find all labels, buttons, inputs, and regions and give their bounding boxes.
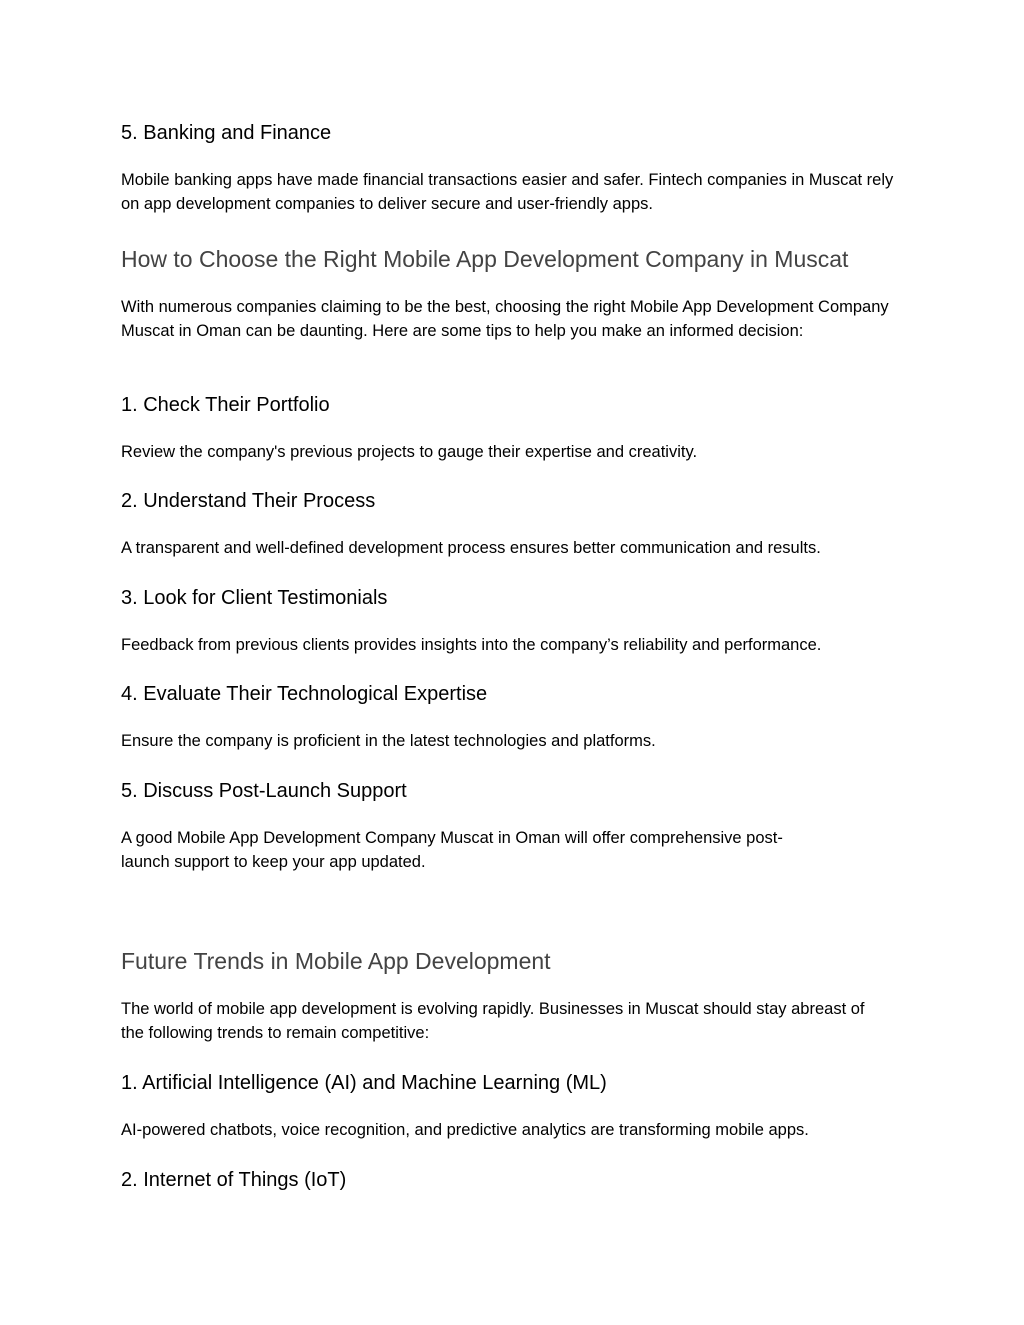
tip-text-expertise: Ensure the company is proficient in the latest technologies and platforms.	[121, 732, 656, 750]
tip-heading-expertise: 4. Evaluate Their Technological Expertise	[121, 683, 488, 705]
trend-heading-ai-ml: 1. Artificial Intelligence (AI) and Machine Learning (ML)	[121, 1072, 607, 1094]
trend-heading-iot: 2. Internet of Things (IoT)	[121, 1169, 347, 1191]
tip-heading-portfolio: 1. Check Their Portfolio	[121, 394, 330, 416]
banking-heading: 5. Banking and Finance	[121, 122, 332, 144]
tip-text-process: A transparent and well-defined development process ensures better communication and results.	[121, 539, 821, 557]
tip-heading-process: 2. Understand Their Process	[121, 490, 376, 512]
choose-intro-paragraph: With numerous companies claiming to be the best, choosing the right Mobile App Development Company Muscat in Oman can be daunting. Here are some tips to help you make an informed decision:	[121, 298, 889, 340]
banking-paragraph: Mobile banking apps have made financial transactions easier and safer. Fintech companies in Muscat rely on app development companies to deliver secure and user-friendly apps.	[121, 171, 894, 213]
choose-section-heading: How to Choose the Right Mobile App Development Company in Muscat	[121, 246, 849, 272]
tip-text-support: A good Mobile App Development Company Muscat in Oman will offer comprehensive post-launch support to keep your app updated.	[121, 829, 783, 871]
tip-heading-support: 5. Discuss Post-Launch Support	[121, 780, 407, 802]
trend-text-ai-ml: AI-powered chatbots, voice recognition, and predictive analytics are transforming mobile apps.	[121, 1121, 809, 1139]
trends-intro-paragraph: The world of mobile app development is evolving rapidly. Businesses in Muscat should stay abreast of the following trends to remain competitive:	[121, 1000, 865, 1042]
tip-heading-testimonials: 3. Look for Client Testimonials	[121, 587, 388, 609]
tip-text-testimonials: Feedback from previous clients provides insights into the company’s reliability and performance.	[121, 636, 822, 654]
trends-section-heading: Future Trends in Mobile App Development	[121, 948, 551, 974]
tip-text-portfolio: Review the company's previous projects to gauge their expertise and creativity.	[121, 443, 698, 461]
